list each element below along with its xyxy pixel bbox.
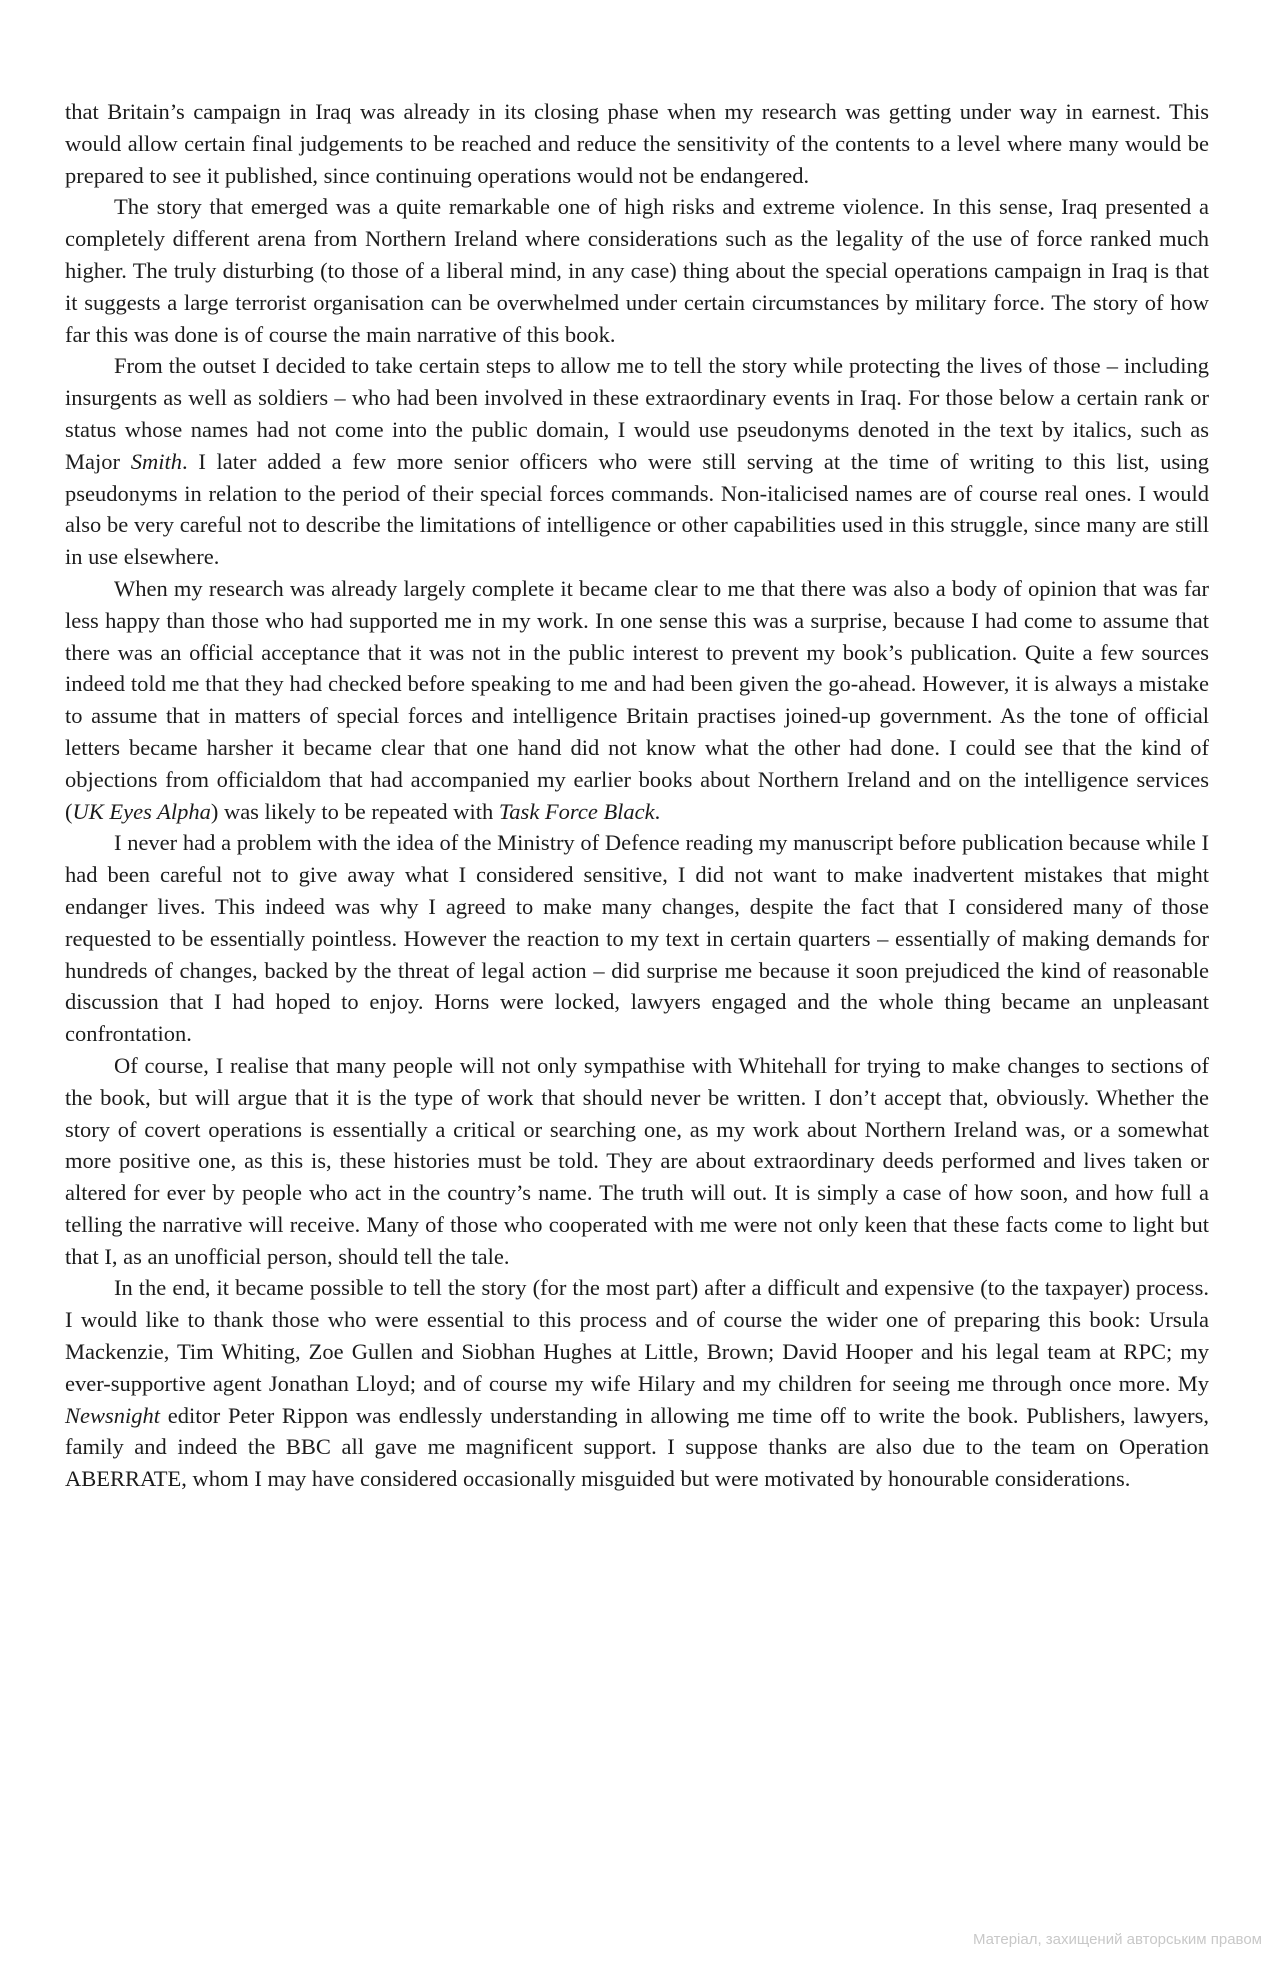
text-run: I never had a problem with the idea of the Ministry of Defence reading my manuscript before publication because while I had been careful not to give away what I considered sensitive, I did not want to make inadvertent mistakes that might endanger lives. This indeed was why I agreed to make many changes, despite the fact that I considered many of those requested to be essentially pointless. However the reaction to my text in certain quarters – essentially of making demands for hundreds of changes, backed by the threat of legal action – did surprise me because it soon prejudiced the kind of reasonable discussion that I had hoped to enjoy. Horns were locked, lawyers engaged and the whole thing became an unpleasant confrontation. xyxy=(65,830,1209,1047)
book-page-body xyxy=(65,96,1209,1495)
text-run: . xyxy=(654,798,661,824)
text-run: From the outset I decided to take certain steps to allow me to tell the story while protecting the lives of those – including insurgents as well as soldiers – who had been involved in these extraordinary events in Iraq. For those below a certain rank or status whose names had not come into the public domain, I would use pseudonyms denoted in the text by italics, such as Major xyxy=(65,353,1209,474)
body-paragraph xyxy=(65,350,1209,573)
body-paragraph xyxy=(65,1272,1209,1495)
text-run: that Britain’s campaign in Iraq was already in its closing phase when my research was getting under way in earnest. This would allow certain final judgements to be reached and reduce the sensitivity of the contents to a level where many would be prepared to see it published, since continuing operations would not be endangered. xyxy=(65,99,1209,188)
body-paragraph xyxy=(65,96,1209,191)
body-paragraph xyxy=(65,573,1209,827)
text-run: The story that emerged was a quite remarkable one of high risks and extreme violence. In this sense, Iraq presented a completely different arena from Northern Ireland where considerations such as the legality of the use of force ranked much higher. The truly disturbing (to those of a liberal mind, in any case) thing about the special operations campaign in Iraq is that it suggests a large terrorist organisation can be overwhelmed under certain circumstances by military force. The story of how far this was done is of course the main narrative of this book. xyxy=(65,194,1209,347)
italic-text-run: Smith xyxy=(130,448,182,474)
italic-text-run: UK Eyes Alpha xyxy=(72,798,211,824)
body-paragraph xyxy=(65,191,1209,350)
italic-text-run: Task Force Black xyxy=(498,798,655,824)
body-paragraph xyxy=(65,1050,1209,1273)
text-run: Of course, I realise that many people will not only sympathise with Whitehall for trying to make changes to sections of the book, but will argue that it is the type of work that should never be written. I don’t accept that, obviously. Whether the story of covert operations is essentially a critical or searching one, as my work about Northern Ireland was, or a somewhat more positive one, as this is, these histories must be told. They are about extraordinary deeds performed and lives taken or altered for ever by people who act in the country’s name. The truth will out. It is simply a case of how soon, and how full a telling the narrative will receive. Many of those who cooperated with me were not only keen that these facts come to light but that I, as an unofficial person, should tell the tale. xyxy=(65,1052,1209,1269)
copyright-watermark: Матеріал, захищений авторським правом xyxy=(972,1931,1262,1948)
text-run: ) was likely to be repeated with xyxy=(210,798,499,824)
text-run: . I later added a few more senior officers who were still serving at the time of writing to this list, using pseudonyms in relation to the period of their special forces commands. Non-italicised names are of course real ones. I would also be very careful not to describe the limitations of intelligence or other capabilities used in this struggle, since many are still in use elsewhere. xyxy=(65,448,1209,570)
italic-text-run: Newsnight xyxy=(65,1402,161,1428)
text-run: editor Peter Rippon was endlessly understanding in allowing me time off to write the book. Publishers, lawyers, family and indeed the BBC all gave me magnificent support. I suppose thanks are also due to the team on Operation ABERRATE, whom I may have considered occasionally misguided but were motivated by honourable considerations. xyxy=(65,1402,1209,1492)
body-paragraph xyxy=(65,827,1209,1050)
text-run: When my research was already largely complete it became clear to me that there was also a body of opinion that was far less happy than those who had supported me in my work. In one sense this was a surprise, because I had come to assume that there was an official acceptance that it was not in the public interest to prevent my book’s publication. Quite a few sources indeed told me that they had checked before speaking to me and had been given the go-ahead. However, it is always a mistake to assume that in matters of special forces and intelligence Britain practises joined-up government. As the tone of official letters became harsher it became clear that one hand did not know what the other had done. I could see that the kind of objections from officialdom that had accompanied my earlier books about Northern Ireland and on the intelligence services ( xyxy=(65,575,1209,824)
text-run: In the end, it became possible to tell the story (for the most part) after a difficult and expensive (to the taxpayer) process. I would like to thank those who were essential to this process and of course the wider one of preparing this book: Ursula Mackenzie, Tim Whiting, Zoe Gullen and Siobhan Hughes at Little, Brown; David Hooper and his legal team at RPC; my ever-supportive agent Jonathan Lloyd; and of course my wife Hilary and my children for seeing me through once more. My xyxy=(65,1275,1209,1396)
